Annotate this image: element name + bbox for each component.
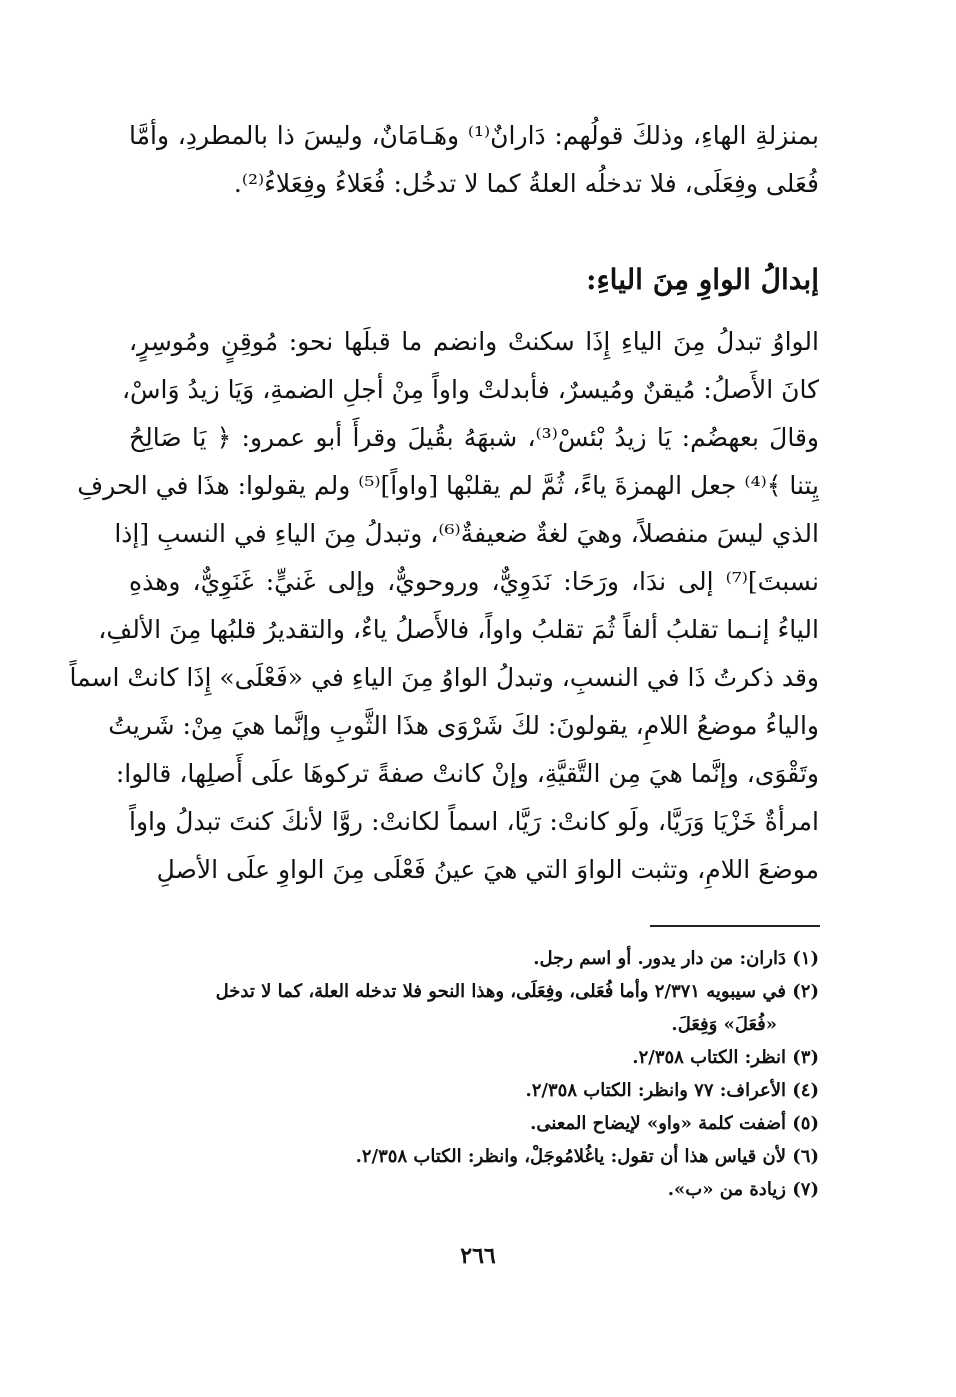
body-line: وقالَ بعهضُم: يَا زيدُ بْئسْ⁽³⁾، شبهَهُ بقُيلَ وقرأَ أبو عمرو: ﴿ يَا صَالِحُ bbox=[129, 423, 819, 452]
page-number: ٢٦٦ bbox=[460, 1243, 496, 1269]
footnote-6: (٦) لأن قياس هذا أن تقول: ياغُلامُوجَلْ، وانظر: الكتاب ٢/٣٥٨. bbox=[355, 1146, 819, 1167]
body-line: وتَقْوَى، وإنَّما هيَ مِن التَّقيَّةِ، وإنْ كانتْ صفةً تركوهَا علَى أَصلِها، قالوا: bbox=[115, 759, 819, 788]
body-line: الواوُ تبدلُ مِنَ الياءِ إِذَا سكنتْ وانضم ما قبلَها نحو: مُوقِنٍ ومُوسِرٍ، bbox=[129, 327, 819, 356]
footnotes bbox=[129, 942, 819, 1206]
body-line: كانَ الأَصلُ: مُيقنٌ ومُيسرٌ، فأبدلتْ واواً مِنْ أجلِ الضمةِ، وَيَا زيدُ وَاسْ، bbox=[121, 375, 819, 404]
section-heading: إبدالُ الواوِ مِنَ الياءِ: bbox=[586, 263, 819, 296]
footnote-5: (٥) أضفت كلمة «واو» لإيضاح المعنى. bbox=[530, 1113, 819, 1134]
body-line: يِتنا ﴾⁽⁴⁾ جعل الهمزةَ ياءً، ثُمَّ لم يقلبْها [واواً]⁽⁵⁾ ولم يقولوا: هذَا في الحرفِ bbox=[77, 471, 819, 500]
body-line: وقد ذكرتُ ذَا في النسبِ، وتبدلُ الواوُ مِنَ الياءِ في «فَعْلَى» إِذَا كانتْ اسماً bbox=[69, 663, 819, 692]
body-line: امرأةٌ خَزْيَا وَرَيَّا، ولَو كانتْ: رَيَّا، اسماً لكانتْ: روَّا لأنكَ كنتَ تبدلُ واواً bbox=[129, 807, 819, 836]
body-line: والياءُ موضعُ اللامِ، يقولونَ: لكَ شَرْوَى هذَا الثَّوبِ وإنَّما هيَ مِنْ: شَريتُ bbox=[108, 711, 819, 740]
intro-paragraph bbox=[129, 112, 819, 208]
body-line: نسبتَ]⁽⁷⁾ إلى ندَا، ورَحَا: نَدَوِيٌّ، وروحويٌّ، وإلى غَنيٍّ: غَنَوِيٌّ، وهذهِ bbox=[129, 567, 819, 596]
footnote-4: (٤) الأعراف: ٧٧ وانظر: الكتاب ٢/٣٥٨. bbox=[525, 1080, 819, 1101]
footnote-2-continuation: «فُعَلَ» وَفِعَلَ. bbox=[671, 1014, 777, 1035]
intro-line: فُعَلى وفِعَلَى، فلا تدخلُه العلةُ كما لا تدخُل: فُعَلاءُ وفِعَلاءُ⁽²⁾. bbox=[233, 169, 819, 198]
body-line: موضعَ اللامِ، وتثبت الواوَ التي هيَ عينُ فَعْلَى مِنَ الواوِ علَى الأصلِ bbox=[156, 855, 819, 884]
body-line: الياءُ إنـما تقلبُ ألفاً ثُمَ تقلبُ واواً، فالأَصلُ ياءٌ، والتقديرُ قلبُها مِنَ الألفِ، bbox=[98, 615, 819, 644]
body-paragraph bbox=[69, 318, 819, 894]
body-line: الذي ليسَ منفصلاً، وهيَ لغةٌ ضعيفةٌ⁽⁶⁾، وتبدلُ مِنَ الياءِ في النسبِ [إذا bbox=[114, 519, 819, 548]
footnote-2: (٢) في سيبويه ٢/٣٧١ وأما فُعَلى، وفِعَلَى، وهذا النحو فلا تدخله العلة، كما لا تدخل bbox=[215, 981, 819, 1002]
footnote-1: (١) دَاران: من دار يدور. أو اسم رجل. bbox=[533, 948, 819, 969]
footnote-3: (٣) انظر: الكتاب ٢/٣٥٨. bbox=[632, 1047, 819, 1068]
intro-line: بمنزلةِ الهاءِ، وذلكَ قولُهم: دَارانٌ⁽¹⁾ وهَـامَانٌ، وليسَ ذا بالمطردِ، وأمَّا bbox=[129, 121, 819, 150]
footnote-divider bbox=[650, 925, 820, 927]
footnote-7: (٧) زيادة من «ب». bbox=[667, 1179, 819, 1200]
